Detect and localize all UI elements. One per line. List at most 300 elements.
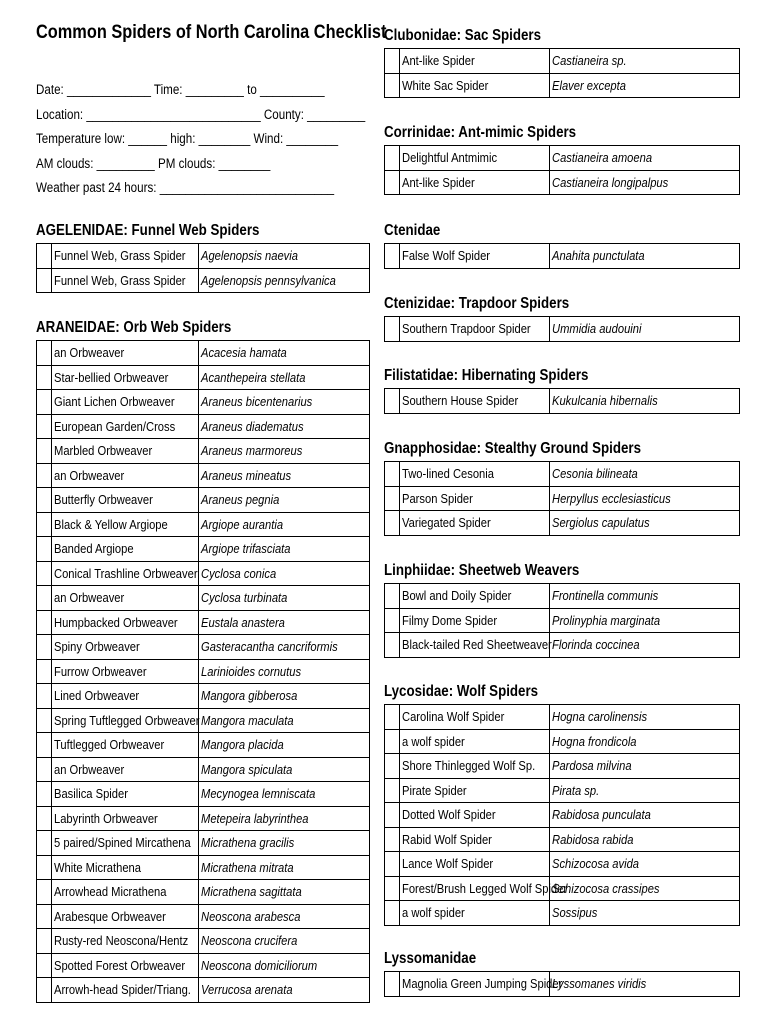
common-name: Delightful Antmimic <box>402 150 498 166</box>
common-name: Marbled Orbweaver <box>54 443 153 459</box>
scientific-name-cell <box>199 978 370 1003</box>
scientific-name: Acanthepeira stellata <box>201 369 306 385</box>
scientific-name-cell <box>199 733 370 758</box>
common-name-cell <box>52 512 199 537</box>
scientific-name-cell <box>550 73 740 98</box>
scientific-name: Cesonia bilineata <box>552 466 638 482</box>
species-row <box>37 929 370 954</box>
scientific-name-cell <box>550 729 740 754</box>
scientific-name-cell <box>199 341 370 366</box>
common-name-cell <box>400 876 568 901</box>
common-name-cell <box>52 782 199 807</box>
scientific-name: Pardosa milvina <box>552 758 632 774</box>
species-row <box>385 317 740 342</box>
section-lycosidae <box>384 680 740 926</box>
species-row <box>37 782 370 807</box>
species-table <box>384 316 740 342</box>
species-row <box>37 341 370 366</box>
common-name-cell <box>52 244 199 269</box>
scientific-name-cell <box>199 684 370 709</box>
checkbox-cell[interactable] <box>37 635 52 660</box>
common-name: Rabid Wolf Spider <box>402 831 492 847</box>
common-name: Pirate Spider <box>402 782 467 798</box>
species-row <box>37 463 370 488</box>
species-row <box>385 244 740 269</box>
checkbox-cell[interactable] <box>37 880 52 905</box>
common-name: White Micrathena <box>54 859 141 875</box>
checkbox-cell[interactable] <box>37 733 52 758</box>
common-name: Banded Argiope <box>54 541 134 557</box>
scientific-name-cell <box>550 972 740 997</box>
common-name: Filmy Dome Spider <box>402 612 498 628</box>
common-name: 5 paired/Spined Mircathena <box>54 835 191 851</box>
common-name: Spotted Forest Orbweaver <box>54 957 186 973</box>
checkbox-cell[interactable] <box>37 390 52 415</box>
checkbox-cell[interactable] <box>37 463 52 488</box>
checkbox-cell[interactable] <box>385 705 400 730</box>
common-name: Humpbacked Orbweaver <box>54 614 178 630</box>
checkbox-cell[interactable] <box>37 268 52 293</box>
species-row <box>37 708 370 733</box>
scientific-name: Mangora maculata <box>201 712 294 728</box>
common-name-cell <box>52 439 199 464</box>
common-name-cell <box>400 170 550 195</box>
scientific-name: Cyclosa conica <box>201 565 277 581</box>
checkbox-cell[interactable] <box>385 778 400 803</box>
scientific-name-cell <box>550 705 740 730</box>
species-row <box>385 73 740 98</box>
common-name-cell <box>400 754 550 779</box>
scientific-name-cell <box>199 610 370 635</box>
species-row <box>385 852 740 877</box>
scientific-name: Araneus mineatus <box>201 467 292 483</box>
scientific-name: Castianeira sp. <box>552 53 627 69</box>
section-filistatidae <box>384 364 740 414</box>
scientific-name: Florinda coccinea <box>552 637 640 653</box>
common-name: Dotted Wolf Spider <box>402 807 496 823</box>
common-name: Conical Trashline Orbweaver <box>54 565 198 581</box>
common-name: Two-lined Cesonia <box>402 466 494 482</box>
common-name: an Orbweaver <box>54 761 125 777</box>
species-row <box>385 486 740 511</box>
checkbox-cell[interactable] <box>37 855 52 880</box>
section-title: AGELENIDAE: Funnel Web Spiders <box>36 222 260 239</box>
species-row <box>37 244 370 269</box>
common-name: a wolf spider <box>402 733 465 749</box>
checkbox-cell[interactable] <box>37 610 52 635</box>
species-row <box>37 537 370 562</box>
species-row <box>37 978 370 1003</box>
common-name-cell <box>400 901 550 926</box>
common-name-cell <box>52 537 199 562</box>
scientific-name: Elaver excepta <box>552 77 626 93</box>
checkbox-cell[interactable] <box>37 244 52 269</box>
scientific-name-cell <box>199 806 370 831</box>
common-name-cell <box>400 972 563 997</box>
scientific-name: Araneus diadematus <box>201 418 304 434</box>
scientific-name: Verrucosa arenata <box>201 982 293 998</box>
common-name-cell <box>400 852 550 877</box>
common-name-cell <box>52 463 199 488</box>
checkbox-cell[interactable] <box>37 561 52 586</box>
common-name-cell <box>52 268 199 293</box>
scientific-name-cell <box>550 389 740 414</box>
checkbox-cell[interactable] <box>385 972 400 997</box>
species-row <box>385 778 740 803</box>
scientific-name: Neoscona arabesca <box>201 908 301 924</box>
species-row <box>385 876 740 901</box>
common-name-cell <box>52 365 199 390</box>
checkbox-cell[interactable] <box>385 49 400 74</box>
scientific-name-cell <box>550 633 740 658</box>
species-row <box>385 803 740 828</box>
common-name: Rusty-red Neoscona/Hentz <box>54 933 189 949</box>
checkbox-cell[interactable] <box>385 729 400 754</box>
scientific-name-cell <box>550 901 740 926</box>
scientific-name: Neoscona domiciliorum <box>201 957 318 973</box>
common-name: Lined Orbweaver <box>54 688 140 704</box>
common-name: Furrow Orbweaver <box>54 663 147 679</box>
scientific-name-cell <box>550 146 740 171</box>
scientific-name: Sergiolus capulatus <box>552 515 650 531</box>
scientific-name: Eustala anastera <box>201 614 285 630</box>
common-name: a wolf spider <box>402 905 465 921</box>
common-name: Basilica Spider <box>54 786 128 802</box>
scientific-name-cell <box>199 537 370 562</box>
section-lyssomanidae <box>384 947 740 997</box>
scientific-name: Agelenopsis pennsylvanica <box>201 272 336 288</box>
species-table <box>384 48 740 98</box>
scientific-name: Argiope trifasciata <box>201 541 291 557</box>
checkbox-cell[interactable] <box>37 684 52 709</box>
section-agelenidae <box>36 219 370 293</box>
common-name-cell <box>400 803 550 828</box>
common-name: Spring Tuftlegged Orbweaver <box>54 712 200 728</box>
checkbox-cell[interactable] <box>37 929 52 954</box>
common-name: Southern House Spider <box>402 393 519 409</box>
species-table <box>384 971 740 997</box>
checkbox-cell[interactable] <box>385 633 400 658</box>
scientific-name: Acacesia hamata <box>201 345 287 361</box>
common-name-cell <box>400 462 550 487</box>
common-name: Butterfly Orbweaver <box>54 492 153 508</box>
common-name: Arabesque Orbweaver <box>54 908 166 924</box>
species-table <box>384 243 740 269</box>
scientific-name-cell <box>199 708 370 733</box>
section-title: Gnapphosidae: Stealthy Ground Spiders <box>384 440 642 457</box>
common-name: Spiny Orbweaver <box>54 639 140 655</box>
common-name: Variegated Spider <box>402 515 491 531</box>
scientific-name-cell <box>550 511 740 536</box>
species-row <box>37 439 370 464</box>
scientific-name: Neoscona crucifera <box>201 933 298 949</box>
checkbox-cell[interactable] <box>385 170 400 195</box>
common-name: Bowl and Doily Spider <box>402 588 512 604</box>
checkbox-cell[interactable] <box>385 901 400 926</box>
section-title: Filistatidae: Hibernating Spiders <box>384 367 589 384</box>
section-title: Linphiidae: Sheetweb Weavers <box>384 562 580 579</box>
common-name: an Orbweaver <box>54 345 125 361</box>
scientific-name-cell <box>199 390 370 415</box>
scientific-name: Araneus bicentenarius <box>201 394 313 410</box>
section-corrinidae <box>384 121 740 195</box>
scientific-name: Micrathena mitrata <box>201 859 294 875</box>
species-row <box>37 365 370 390</box>
common-name-cell <box>52 904 199 929</box>
common-name: Ant-like Spider <box>402 174 475 190</box>
checkbox-cell[interactable] <box>385 511 400 536</box>
common-name-cell <box>52 341 199 366</box>
date-time-field[interactable]: Date: _____________ Time: _________ to __________ <box>36 82 325 97</box>
checkbox-cell[interactable] <box>37 341 52 366</box>
common-name-cell <box>52 610 199 635</box>
section-ctenizidae <box>384 292 740 342</box>
scientific-name-cell <box>199 244 370 269</box>
section-title: Lycosidae: Wolf Spiders <box>384 683 539 700</box>
scientific-name: Castianeira amoena <box>552 150 653 166</box>
common-name-cell <box>400 608 550 633</box>
section-title: Corrinidae: Ant-mimic Spiders <box>384 124 577 141</box>
checkbox-cell[interactable] <box>385 73 400 98</box>
scientific-name-cell <box>550 827 740 852</box>
species-table <box>36 243 370 293</box>
scientific-name-cell <box>550 852 740 877</box>
observation-fields <box>36 78 419 201</box>
checkbox-cell[interactable] <box>37 537 52 562</box>
scientific-name-cell <box>550 462 740 487</box>
species-row <box>37 684 370 709</box>
scientific-name: Kukulcania hibernalis <box>552 393 658 409</box>
common-name-cell <box>52 978 199 1003</box>
species-row <box>37 855 370 880</box>
scientific-name: Mecynogea lemniscata <box>201 786 316 802</box>
common-name: Shore Thinlegged Wolf Sp. <box>402 758 536 774</box>
common-name-cell <box>400 729 550 754</box>
scientific-name: Rabidosa rabida <box>552 831 634 847</box>
scientific-name-cell <box>550 486 740 511</box>
scientific-name: Micrathena sagittata <box>201 884 302 900</box>
checkbox-cell[interactable] <box>385 608 400 633</box>
scientific-name: Agelenopsis naevia <box>201 248 298 264</box>
checkbox-cell[interactable] <box>37 708 52 733</box>
species-row <box>37 659 370 684</box>
common-name: Tuftlegged Orbweaver <box>54 737 165 753</box>
species-row <box>37 561 370 586</box>
common-name-cell <box>52 586 199 611</box>
common-name-cell <box>52 831 199 856</box>
section-ctenidae <box>384 219 740 269</box>
common-name: Ant-like Spider <box>402 53 475 69</box>
common-name: Parson Spider <box>402 490 473 506</box>
species-row <box>37 512 370 537</box>
scientific-name-cell <box>199 365 370 390</box>
temperature-wind-field[interactable]: Temperature low: ______ high: ________ Wind: ________ <box>36 131 339 146</box>
checkbox-cell[interactable] <box>385 876 400 901</box>
species-table <box>384 583 740 658</box>
checkbox-cell[interactable] <box>385 146 400 171</box>
common-name: False Wolf Spider <box>402 248 491 264</box>
scientific-name-cell <box>199 439 370 464</box>
species-row <box>385 972 740 997</box>
checkbox-cell[interactable] <box>37 978 52 1003</box>
species-table <box>384 388 740 414</box>
section-clubonidae <box>384 24 740 98</box>
common-name-cell <box>52 929 199 954</box>
scientific-name: Rabidosa punculata <box>552 807 651 823</box>
common-name-cell <box>400 486 550 511</box>
species-row <box>37 268 370 293</box>
species-row <box>385 511 740 536</box>
scientific-name: Argiope aurantia <box>201 516 284 532</box>
common-name-cell <box>52 414 199 439</box>
checkbox-cell[interactable] <box>37 953 52 978</box>
common-name-cell <box>52 488 199 513</box>
common-name-cell <box>400 705 550 730</box>
checkbox-cell[interactable] <box>37 414 52 439</box>
species-row <box>385 729 740 754</box>
checkbox-cell[interactable] <box>385 462 400 487</box>
scientific-name: Gasteracantha cancriformis <box>201 639 338 655</box>
common-name: Funnel Web, Grass Spider <box>54 248 186 264</box>
checkbox-cell[interactable] <box>385 803 400 828</box>
checkbox-cell[interactable] <box>37 831 52 856</box>
checkbox-cell[interactable] <box>37 659 52 684</box>
common-name: Magnolia Green Jumping Spider <box>402 976 563 992</box>
common-name-cell <box>400 49 550 74</box>
species-row <box>37 586 370 611</box>
scientific-name: Lyssomanes viridis <box>552 976 647 992</box>
common-name-cell <box>400 317 550 342</box>
scientific-name-cell <box>199 904 370 929</box>
scientific-name: Larinioides cornutus <box>201 663 302 679</box>
common-name: Black & Yellow Argiope <box>54 516 168 532</box>
common-name-cell <box>400 827 550 852</box>
scientific-name-cell <box>199 757 370 782</box>
common-name: an Orbweaver <box>54 467 125 483</box>
species-row <box>385 827 740 852</box>
scientific-name-cell <box>199 414 370 439</box>
species-row <box>385 584 740 609</box>
common-name-cell <box>400 633 550 658</box>
species-row <box>37 953 370 978</box>
species-row <box>37 831 370 856</box>
common-name-cell <box>400 146 550 171</box>
checkbox-cell[interactable] <box>385 754 400 779</box>
scientific-name: Prolinyphia marginata <box>552 612 661 628</box>
scientific-name: Mangora spiculata <box>201 761 293 777</box>
scientific-name: Frontinella communis <box>552 588 659 604</box>
scientific-name: Metepeira labyrinthea <box>201 810 309 826</box>
checkbox-cell[interactable] <box>37 782 52 807</box>
common-name-cell <box>400 584 550 609</box>
checkbox-cell[interactable] <box>37 488 52 513</box>
weather-field[interactable]: Weather past 24 hours: ___________________________ <box>36 180 335 195</box>
scientific-name-cell <box>550 608 740 633</box>
species-table <box>384 461 740 536</box>
section-gnaphosidae <box>384 437 740 536</box>
species-row <box>385 146 740 171</box>
scientific-name-cell <box>550 170 740 195</box>
common-name-cell <box>52 855 199 880</box>
checkbox-cell[interactable] <box>37 806 52 831</box>
checkbox-cell[interactable] <box>37 586 52 611</box>
species-table <box>384 704 740 926</box>
common-name-cell <box>400 73 550 98</box>
scientific-name-cell <box>199 268 370 293</box>
common-name-cell <box>52 880 199 905</box>
checkbox-cell[interactable] <box>37 512 52 537</box>
species-row <box>385 754 740 779</box>
clouds-field[interactable]: AM clouds: _________ PM clouds: ________ <box>36 155 271 171</box>
scientific-name: Cyclosa turbinata <box>201 590 288 606</box>
scientific-name: Hogna frondicola <box>552 733 637 749</box>
checkbox-cell[interactable] <box>385 244 400 269</box>
common-name: European Garden/Cross <box>54 418 176 434</box>
scientific-name-cell <box>550 244 740 269</box>
section-linyphiidae <box>384 559 740 658</box>
species-row <box>37 806 370 831</box>
scientific-name: Sossipus <box>552 905 598 921</box>
common-name: an Orbweaver <box>54 590 125 606</box>
scientific-name: Herpyllus ecclesiasticus <box>552 490 671 506</box>
checkbox-cell[interactable] <box>37 904 52 929</box>
scientific-name: Anahita punctulata <box>552 248 645 264</box>
common-name: Arrowh-head Spider/Triang. <box>54 982 191 998</box>
scientific-name-cell <box>199 880 370 905</box>
checkbox-cell[interactable] <box>385 486 400 511</box>
common-name: Black-tailed Red Sheetweaver <box>402 637 552 653</box>
checkbox-cell[interactable] <box>385 584 400 609</box>
checkbox-cell[interactable] <box>385 852 400 877</box>
scientific-name-cell <box>199 512 370 537</box>
checkbox-cell[interactable] <box>37 365 52 390</box>
scientific-name-cell <box>199 831 370 856</box>
scientific-name: Schizocosa avida <box>552 856 640 872</box>
species-row <box>385 633 740 658</box>
scientific-name-cell <box>199 855 370 880</box>
species-row <box>385 608 740 633</box>
scientific-name-cell <box>199 635 370 660</box>
checkbox-cell[interactable] <box>37 757 52 782</box>
species-row <box>385 462 740 487</box>
common-name: Lance Wolf Spider <box>402 856 494 872</box>
checkbox-cell[interactable] <box>385 317 400 342</box>
section-title: Ctenizidae: Trapdoor Spiders <box>384 295 570 312</box>
section-title: Clubonidae: Sac Spiders <box>384 27 542 44</box>
common-name-cell <box>400 389 550 414</box>
checkbox-cell[interactable] <box>385 827 400 852</box>
species-row <box>37 880 370 905</box>
species-row <box>37 757 370 782</box>
scientific-name: Hogna carolinensis <box>552 709 648 725</box>
location-county-field[interactable]: Location: ___________________________ County: _________ <box>36 106 366 122</box>
common-name-cell <box>52 635 199 660</box>
scientific-name: Micrathena gracilis <box>201 835 295 851</box>
scientific-name-cell <box>199 463 370 488</box>
common-name-cell <box>52 390 199 415</box>
scientific-name-cell <box>199 782 370 807</box>
scientific-name-cell <box>550 803 740 828</box>
species-row <box>385 170 740 195</box>
common-name-cell <box>52 733 199 758</box>
common-name-cell <box>52 561 199 586</box>
scientific-name-cell <box>550 876 740 901</box>
species-table <box>36 340 370 1003</box>
checkbox-cell[interactable] <box>37 439 52 464</box>
checkbox-cell[interactable] <box>385 389 400 414</box>
section-title: ARANEIDAE: Orb Web Spiders <box>36 319 232 336</box>
species-row <box>37 488 370 513</box>
